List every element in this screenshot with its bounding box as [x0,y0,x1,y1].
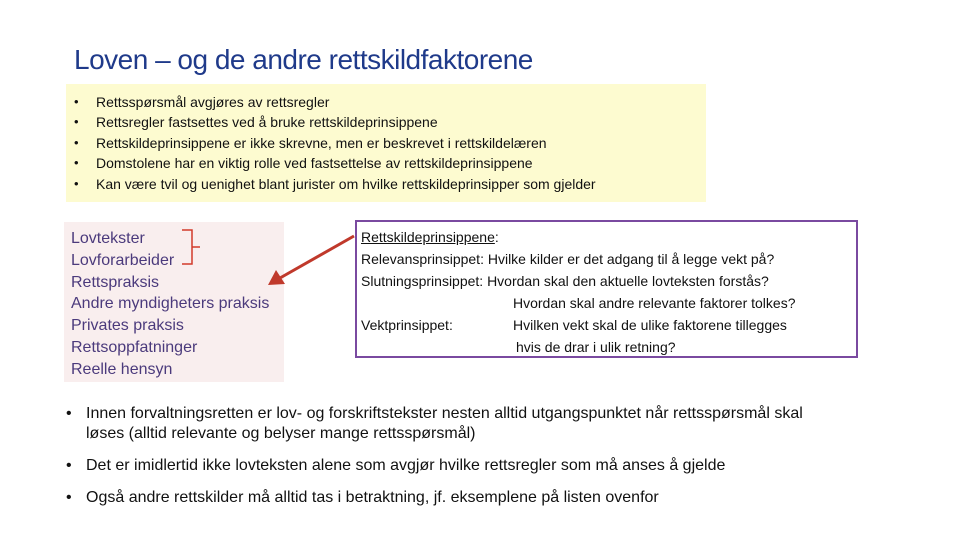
source-item: Privates praksis [71,317,184,335]
slide-title: Loven – og de andre rettskildfaktorene [74,44,533,75]
slutning-cont-line: Hvordan skal andre relevante faktorer tolkes? [513,295,796,311]
bottom-bullet-3: • Også andre rettskilder må alltid tas i betraktning, jf. eksemplene på listen ovenfor [66,488,806,508]
arrow-icon [262,234,357,294]
source-item: Rettspraksis [71,273,160,291]
top-bullet-list [66,92,596,194]
top-bullet-1: • Rettsspørsmål avgjøres av rettsregler [66,92,596,112]
top-bullet-3: • Rettskildeprinsippene er ikke skrevne, men er beskrevet i rettskildelæren [66,133,596,153]
top-bullet-4: • Domstolene har en viktig rolle ved fastsettelse av rettskildeprinsippene [66,153,596,173]
vekt-label: Vektprinsippet: [361,317,453,333]
top-bullet-5: • Kan være tvil og uenighet blant jurister om hvilke rettskildeprinsipper som gjelder [66,174,596,194]
bottom-bullet-1: • Innen forvaltningsretten er lov- og forskriftstekster nesten alltid utgangspunktet når rettsspørsmål skal løses (alltid relevante og belyser mange rettsspørsmål) [66,404,806,444]
source-item: Rettsoppfatninger [71,338,198,356]
principles-heading: Rettskildeprinsippene [361,229,495,245]
bottom-bullet-2: • Det er imidlertid ikke lovteksten alene som avgjør hvilke rettsregler som må anses å gjelde [66,456,806,476]
bottom-bullet-list [66,404,806,520]
source-item: Lovtekster [71,230,145,247]
principles-heading-colon: : [494,229,499,245]
relevans-line: Relevansprinsippet: Hvilke kilder er det adgang til å legge vekt på? [361,251,775,267]
bracket-icon [180,228,204,268]
vekt-line-1: Hvilken vekt skal de ulike faktorene tillegges [513,317,787,333]
vekt-line-2: hvis de drar i ulik retning? [516,339,676,355]
source-item: Lovforarbeider [71,251,175,269]
sources-list [71,228,269,381]
slutning-line: Slutningsprinsippet: Hvordan skal den aktuelle lovteksten forstås? [361,273,769,289]
source-item: Andre myndigheters praksis [71,295,270,313]
source-item: Reelle hensyn [71,360,173,378]
top-bullet-2: • Rettsregler fastsettes ved å bruke rettskildeprinsippene [66,112,596,132]
principles-text [361,226,796,358]
